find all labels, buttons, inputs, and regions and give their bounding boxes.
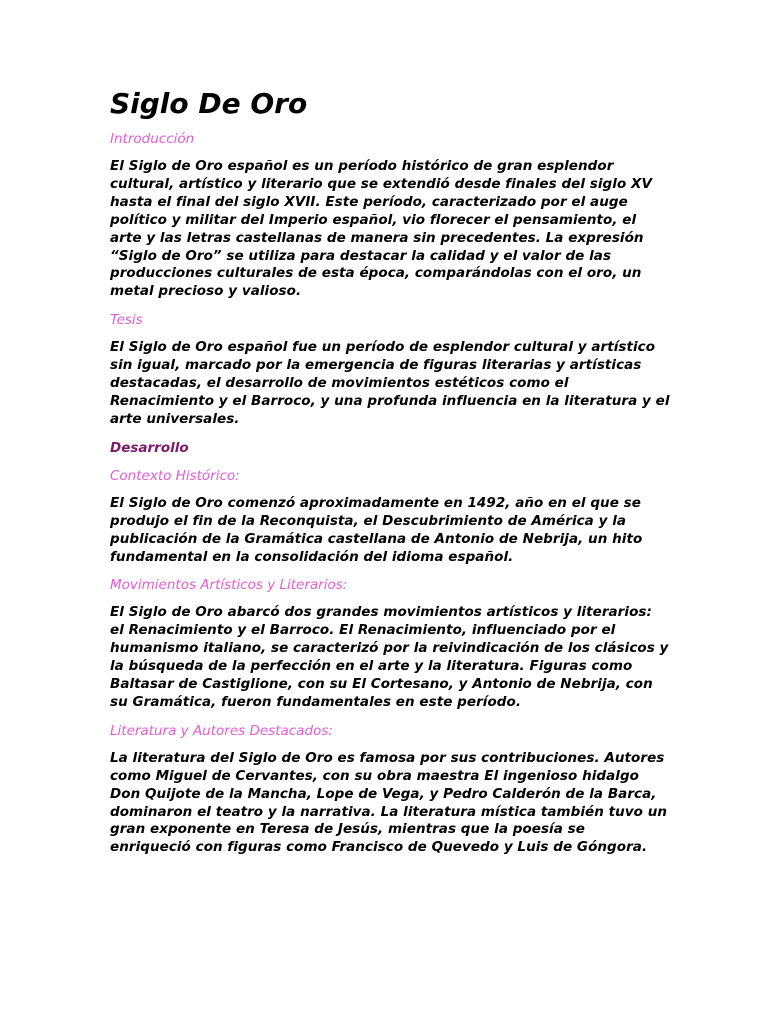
section-heading-literatura: Literatura y Autores Destacados: <box>110 722 333 739</box>
section-text-literatura: La literatura del Siglo de Oro es famosa por sus contribuciones. Autores como Miguel de Cervantes, con su obra maestra El ingenioso hidalgo Don Quijote de la Mancha, Lope de Vega, y Pedro Calderón de la Barca, dominaron el teatro y la narrativa. La literatura mística también tuvo un gran exponente en Teresa de Jesús, mientras que la poesía se enriqueció con figuras como Francisco de Quevedo y Luis de Góngora. <box>110 749 668 856</box>
section-text-introduccion: El Siglo de Oro español es un período histórico de gran esplendor cultural, artístico y literario que se extendió desde finales del siglo XV hasta el final del siglo XVII. Este período, caracterizado por el auge político y militar del Imperio español, vio florecer el pensamiento, el arte y las letras castellanas de manera sin precedentes. La expresión “Siglo de Oro” se utiliza para destacar la calidad y el valor de las producciones culturales de esta época, comparándolas con el oro, un metal precioso y valioso. <box>110 158 652 300</box>
section-heading-movimientos: Movimientos Artísticos y Literarios: <box>110 577 348 594</box>
section-text-movimientos: El Siglo de Oro abarcó dos grandes movimientos artísticos y literarios: el Renacimiento y el Barroco. El Renacimiento, influenciado por el humanismo italiano, se caracterizó por la reivindicación de los clásicos y la búsqueda de la perfección en el arte y la literatura. Figuras como Baltasar de Castiglione, con su El Cortesano, y Antonio de Nebrija, con su Gramática, fueron fundamentales en este período. <box>110 604 669 710</box>
section-heading-desarrollo: Desarrollo <box>110 439 189 456</box>
section-heading-introduccion: Introducción <box>110 131 195 147</box>
section-text-contexto-historico: El Siglo de Oro comenzó aproximadamente en 1492, año en el que se produjo el fin de la Reconquista, el Descubrimiento de América y la publicación de la Gramática castellana de Antonio de Nebrija, un hito fundamental en la consolidación del idioma español. <box>110 494 643 565</box>
section-heading-tesis: Tesis <box>110 312 143 329</box>
document-page <box>110 86 670 867</box>
section-text-tesis: El Siglo de Oro español fue un período de esplendor cultural y artístico sin igual, marcado por la emergencia de figuras literarias y artísticas destacadas, el desarrollo de movimientos estéticos como el Renacimiento y el Barroco, y una profunda influencia en la literatura y el arte universales. <box>110 339 670 427</box>
section-heading-contexto-historico: Contexto Histórico: <box>110 467 240 484</box>
page-title: Siglo De Oro <box>110 87 308 120</box>
